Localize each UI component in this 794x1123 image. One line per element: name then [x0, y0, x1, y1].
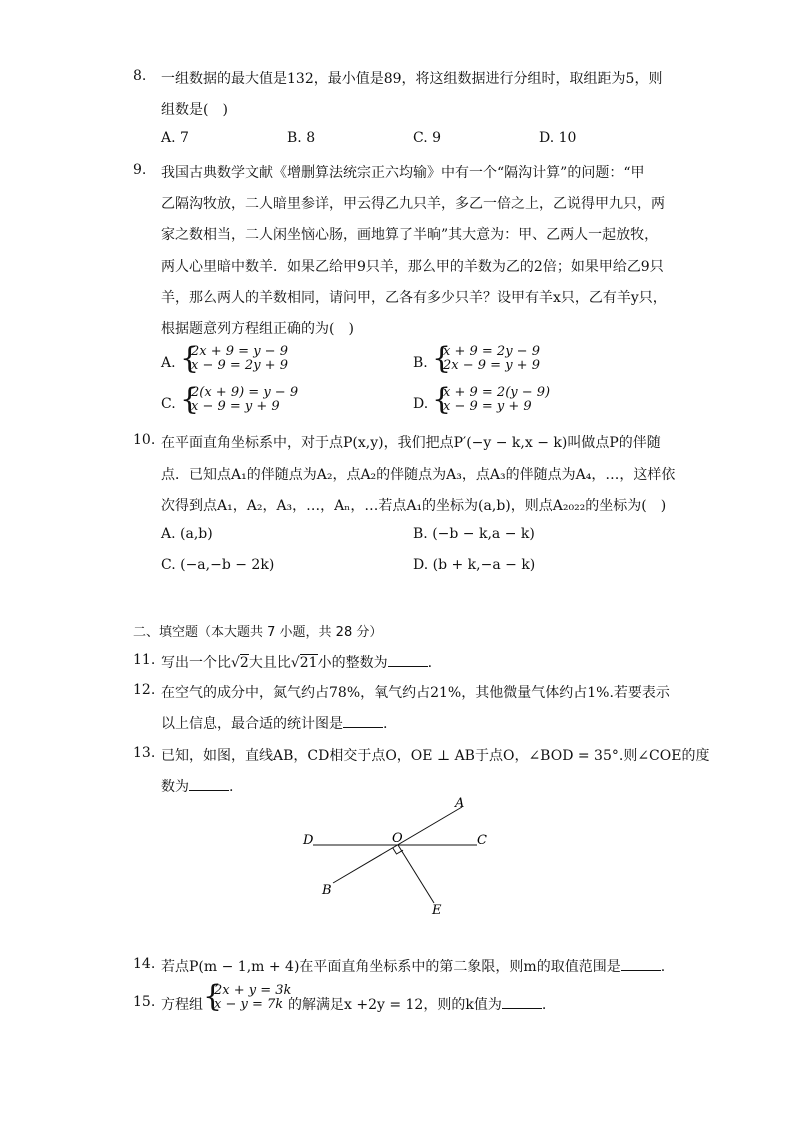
- q9-option-c-brace: {: [180, 382, 200, 417]
- q15-post-wrap: [288, 994, 546, 1014]
- q9-line1: 我国古典数学文献《增删算法统宗正六均输》中有一个“隔沟计算”的问题：“甲: [161, 165, 645, 181]
- q9-option-c-eq1: 2(x + 9) = y − 9: [191, 385, 299, 400]
- q13-line2-wrap: [161, 776, 233, 796]
- q15-post: 的解满足x +2y = 12，则的k值为: [288, 997, 502, 1013]
- q15-answer-blank: [502, 996, 542, 1009]
- q10-option-d: D. (b + k,−a − k): [413, 557, 536, 573]
- q9-line5: 羊，那么两人的羊数相同，请问甲，乙各有多少只羊？设甲有羊x只，乙有羊y只，: [161, 290, 667, 306]
- q9-option-a-brace: {: [180, 341, 200, 376]
- q15-brace: {: [203, 979, 223, 1014]
- section-heading: 二、填空题（本大题共 7 小题，共 28 分）: [133, 625, 383, 640]
- q12-line1: 在空气的成分中，氮气约占78%，氧气约占21%，其他微量气体约占1%.若要表示: [161, 685, 670, 701]
- q14-text: 若点P(m − 1,m + 4)在平面直角坐标系中的第二象限，则m的取值范围是: [161, 959, 621, 975]
- q8-number: 8.: [133, 68, 147, 84]
- q9-line6: 根据题意列方程组正确的为( ): [161, 321, 354, 337]
- q9-option-d-label: D.: [413, 396, 429, 412]
- q9-option-d-eq1: x + 9 = 2(y − 9): [443, 385, 551, 400]
- q9-option-b-label: B.: [413, 355, 428, 371]
- q8-option-d: D. 10: [539, 130, 577, 146]
- q15-eq2: x − y = 7k: [214, 997, 284, 1012]
- q9-option-b-brace: {: [432, 341, 452, 376]
- q13-line2: 数为: [161, 779, 189, 795]
- q11-pre: 写出一个比: [161, 655, 231, 671]
- q10-option-c: C. (−a,−b − 2k): [161, 557, 275, 573]
- label-o: O: [392, 831, 403, 846]
- q10-option-a: A. (a,b): [161, 526, 213, 542]
- label-c: C: [477, 833, 487, 848]
- q11-text: [161, 652, 432, 672]
- q8-option-b: B. 8: [287, 130, 316, 146]
- q14-end: .: [660, 959, 666, 975]
- q15-pre: 方程组: [161, 997, 203, 1013]
- q8-option-a: A. 7: [161, 130, 189, 146]
- q14-answer-blank: [621, 958, 661, 971]
- q12-line2-wrap: [161, 713, 387, 733]
- right-angle-mark: [393, 848, 403, 854]
- q9-line4: 两人心里暗中数羊．如果乙给甲9只羊，那么甲的羊数为乙的2倍；如果甲给乙9只: [161, 259, 664, 275]
- q9-number: 9.: [133, 162, 147, 178]
- q8-line2: 组数是( ): [161, 102, 228, 118]
- q13-number: 13.: [133, 745, 156, 761]
- q8-line1: 一组数据的最大值是132，最小值是89，将这组数据进行分组时，取组距为5，则: [161, 71, 663, 87]
- q10-option-b: B. (−b − k,a − k): [413, 526, 535, 542]
- q10-line1: 在平面直角坐标系中，对于点P(x,y)，我们把点P′(−y − k,x − k)叫做点P的伴随: [161, 435, 661, 451]
- q14-number: 14.: [133, 956, 156, 972]
- q14-wrap: [161, 956, 665, 976]
- q9-option-a-label: A.: [161, 355, 176, 371]
- q10-number: 10.: [133, 432, 156, 448]
- q11-post: 小的整数为: [317, 655, 388, 671]
- q13-answer-blank: [189, 778, 229, 791]
- label-e: E: [432, 903, 442, 918]
- q9-option-b-eq2: 2x − 9 = y + 9: [443, 358, 540, 373]
- q13-end: .: [229, 779, 234, 795]
- q11-answer-blank: [388, 654, 428, 667]
- q12-end: .: [383, 716, 388, 732]
- q11-radicand-1: 2: [239, 655, 249, 671]
- label-d: D: [303, 833, 314, 848]
- q9-line2: 乙隔沟牧放，二人暗里参详，甲云得乙九只羊，多乙一倍之上，乙说得甲九只，两: [161, 196, 665, 212]
- q9-option-a-eq2: x − 9 = 2y + 9: [191, 358, 288, 373]
- q9-option-d-eq2: x − 9 = y + 9: [443, 399, 532, 414]
- ray-oe: [398, 845, 434, 903]
- q13-line1: 已知，如图，直线AB，CD相交于点O，OE ⊥ AB于点O，∠BOD = 35°.则∠COE的度: [161, 748, 710, 764]
- q9-option-d-brace: {: [432, 382, 452, 417]
- q10-line2: 点．已知点A₁的伴随点为A₂，点A₂的伴随点为A₃，点A₃的伴随点为A₄，…，这样依: [161, 467, 676, 483]
- q8-option-c: C. 9: [413, 130, 442, 146]
- q9-line3: 家之数相当，二人闲坐恼心肠，画地算了半晌”其大意为：甲、乙两人一起放牧，: [161, 227, 659, 243]
- q15-number: 15.: [133, 994, 156, 1010]
- label-b: B: [322, 883, 332, 898]
- q12-number: 12.: [133, 682, 156, 698]
- q9-option-c-eq2: x − 9 = y + 9: [191, 399, 280, 414]
- q10-line3: 次得到点A₁，A₂，A₃，…，Aₙ，…若点A₁的坐标为(a,b)，则点A₂₀₂₂的坐标为( ): [161, 498, 667, 514]
- q9-option-a-eq1: 2x + 9 = y − 9: [191, 344, 288, 359]
- sqrt-symbol: √: [231, 655, 240, 671]
- q11-number: 11.: [133, 652, 156, 668]
- q15-end: .: [541, 997, 547, 1013]
- q9-option-b-eq1: x + 9 = 2y − 9: [443, 344, 540, 359]
- q11-end: .: [427, 655, 433, 671]
- label-a: A: [455, 796, 465, 811]
- q11-radicand-2: 21: [299, 655, 318, 671]
- sqrt-symbol: √: [290, 655, 300, 671]
- geometry-figure: [295, 790, 505, 920]
- q15-eq1: 2x + y = 3k: [214, 983, 292, 998]
- q9-option-c-label: C.: [161, 396, 176, 412]
- q11-mid: 大且比: [248, 655, 291, 671]
- q12-answer-blank: [343, 715, 383, 728]
- q12-line2: 以上信息，最合适的统计图是: [161, 716, 343, 732]
